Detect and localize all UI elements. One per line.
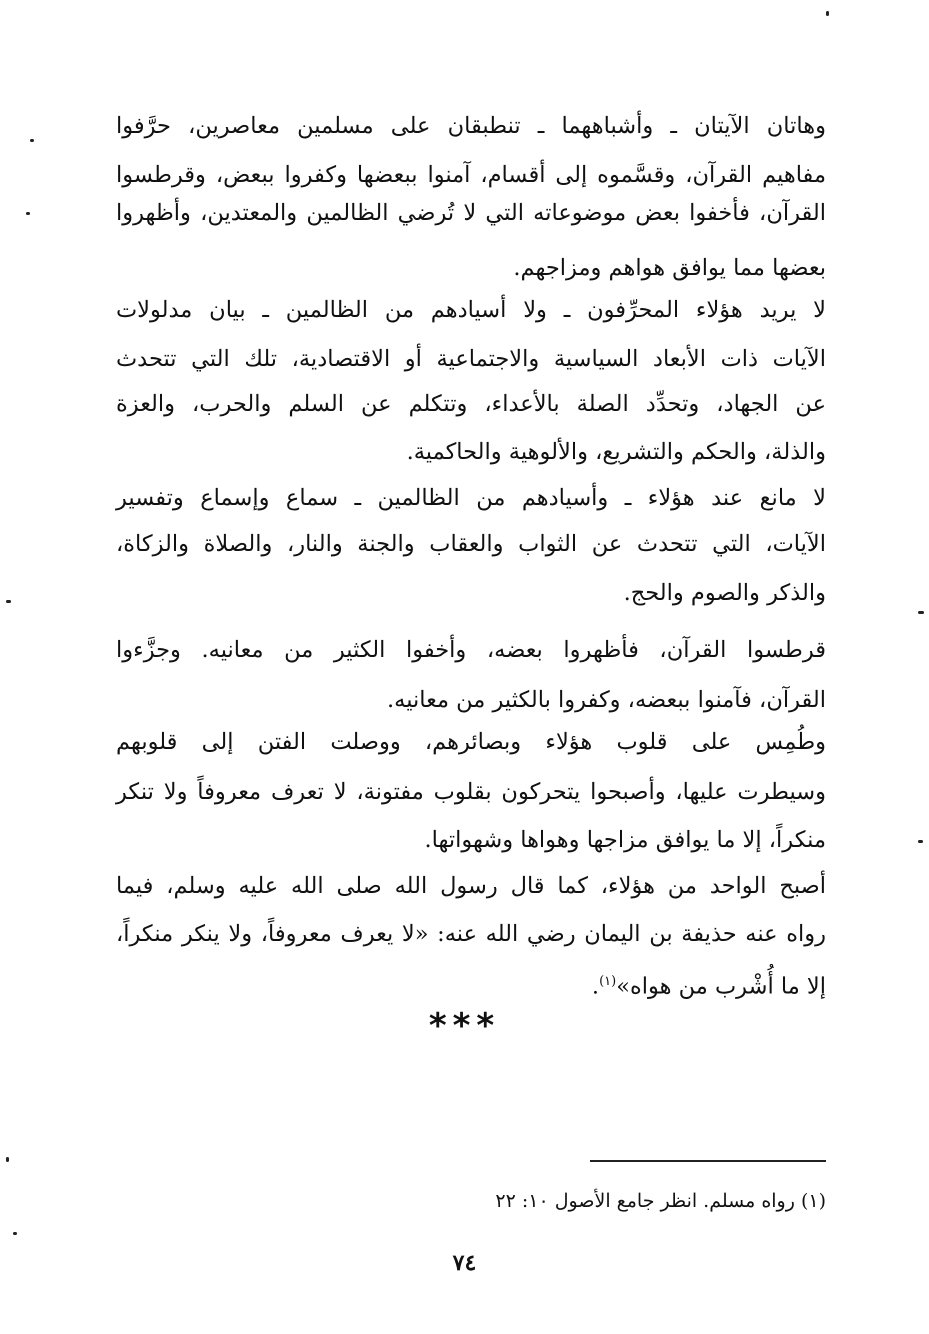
text-line: منكراً، إلا ما يوافق مزاجها وهواها وشهواتها. bbox=[424, 827, 826, 853]
text-line: بعضها مما يوافق هواهم ومزاجهم. bbox=[513, 255, 826, 281]
footnote-rule bbox=[590, 1160, 826, 1162]
scan-speck bbox=[30, 139, 34, 142]
scan-speck bbox=[918, 840, 923, 843]
scan-speck bbox=[6, 1157, 9, 1162]
footnote-marker: (١) bbox=[599, 974, 617, 989]
text-line: الآيات، التي تتحدث عن الثواب والعقاب والجنة والنار، والصلاة والزكاة، bbox=[116, 531, 826, 557]
text-line: القرآن، فآمنوا ببعضه، وكفروا بالكثير من معانيه. bbox=[386, 687, 826, 713]
text-line: أصبح الواحد من هؤلاء، كما قال رسول الله صلى الله عليه وسلم، فيما bbox=[116, 873, 826, 899]
scan-speck bbox=[13, 1232, 17, 1235]
final-punctuation: . bbox=[591, 973, 600, 1000]
text-line-with-footnote bbox=[116, 962, 826, 1007]
scan-speck bbox=[6, 600, 11, 603]
text-line: الآيات ذات الأبعاد السياسية والاجتماعية أو الاقتصادية، تلك التي تتحدث bbox=[116, 346, 826, 372]
text-line: قرطسوا القرآن، فأظهروا بعضه، وأخفوا الكثير من معانيه. وجزَّءوا bbox=[116, 637, 826, 663]
text-line: رواه عنه حذيفة بن اليمان رضي الله عنه: «لا يعرف معروفاً، ولا ينكر منكراً، bbox=[116, 921, 826, 947]
text-line: والذكر والصوم والحج. bbox=[623, 580, 826, 606]
scan-speck bbox=[826, 11, 829, 16]
text-line: والذلة، والحكم والتشريع، والألوهية والحاكمية. bbox=[406, 439, 826, 465]
footnote: (١) رواه مسلم. انظر جامع الأصول ١٠: ٢٢ bbox=[495, 1190, 826, 1212]
section-separator: *** bbox=[428, 1006, 501, 1046]
text-line: القرآن، فأخفوا بعض موضوعاته التي لا تُرضي الظالمين والمعتدين، وأظهروا bbox=[116, 200, 826, 226]
text-line: وطُمِس على قلوب هؤلاء وبصائرهم، ووصلت الفتن إلى قلوبهم bbox=[116, 729, 826, 755]
page-number: ٧٤ bbox=[452, 1250, 477, 1276]
text-line: عن الجهاد، وتحدِّد الصلة بالأعداء، وتتكلم عن السلم والحرب، والعزة bbox=[116, 391, 826, 417]
quote-text: إلا ما أُشْرب من هواه» bbox=[616, 973, 826, 1000]
text-line: مفاهيم القرآن، وقسَّموه إلى أقسام، آمنوا ببعضها وكفروا ببعض، وقرطسوا bbox=[116, 162, 826, 188]
text-line: لا مانع عند هؤلاء ـ وأسيادهم من الظالمين ـ سماع وإسماع وتفسير bbox=[116, 485, 826, 511]
text-line: وسيطرت عليها، وأصبحوا يتحركون بقلوب مفتونة، لا تعرف معروفاً ولا تنكر bbox=[116, 779, 826, 805]
scan-speck bbox=[26, 212, 30, 215]
text-line: لا يريد هؤلاء المحرِّفون ـ ولا أسيادهم من الظالمين ـ بيان مدلولات bbox=[116, 297, 826, 323]
scan-speck bbox=[918, 611, 924, 614]
text-line: وهاتان الآيتان ـ وأشباههما ـ تنطبقان على مسلمين معاصرين، حرَّفوا bbox=[116, 113, 826, 139]
